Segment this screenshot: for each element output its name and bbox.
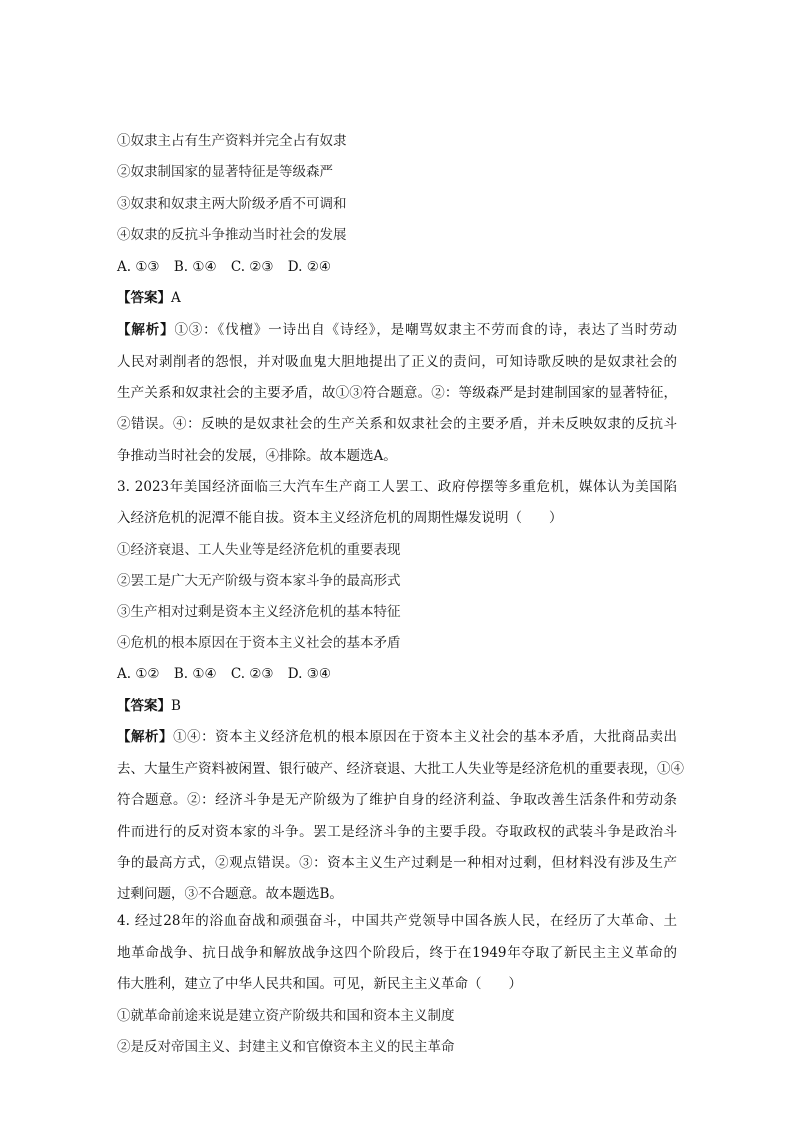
q2-option-2: ②奴隶制国家的显著特征是等级森严: [117, 164, 333, 180]
q2-choice-c: C. ②③: [230, 259, 274, 275]
q4-stem-line-1: 4. 经过28年的浴血奋战和顽强奋斗，中国共产党领导中国各族人民，在经历了大革命、土: [117, 913, 677, 929]
q2-analysis-line-1: [117, 319, 677, 341]
q2-analysis-label: 【解析】: [117, 322, 175, 338]
q3-choice-a: A. ①②: [117, 666, 160, 682]
q2-option-3: ③奴隶和奴隶主两大阶级矛盾不可调和: [117, 196, 347, 212]
q3-choice-d: D. ③④: [287, 666, 331, 682]
q2-analysis-text-1: ①③：《伐檀》一诗出自《诗经》，是嘲骂奴隶主不劳而食的诗，表达了当时劳动: [174, 322, 678, 338]
q3-answer: [117, 695, 181, 717]
q3-analysis-text-1: ①④：资本主义经济危机的根本原因在于资本主义社会的基本矛盾，大批商品卖出: [173, 729, 678, 745]
q3-choices: [117, 663, 341, 685]
q2-choice-d: D. ②④: [287, 259, 331, 275]
q3-analysis-line-4: 件而进行的反对资本家的斗争。罢工是经济斗争的主要手段。夺取政权的武装斗争是政治斗: [117, 824, 677, 840]
q3-choice-b: B. ①④: [173, 666, 217, 682]
q2-analysis-line-3: 生产关系和奴隶社会的主要矛盾，故①③符合题意。②：等级森严是封建制国家的显著特征，: [117, 385, 677, 401]
q3-stem-line-2: 入经济危机的泥潭不能自拔。资本主义经济危机的周期性爆发说明（ ）: [117, 510, 563, 526]
q2-choices: [117, 256, 341, 278]
q3-answer-value: B: [171, 698, 181, 714]
q3-analysis-line-5: 争的最高方式，②观点错误。③：资本主义生产过剩是一种相对过剩，但材料没有涉及生产: [117, 855, 677, 871]
q2-choice-a: A. ①③: [117, 259, 160, 275]
q3-option-3: ③生产相对过剩是资本主义经济危机的基本特征: [117, 604, 401, 620]
q2-analysis-line-4: ②错误。④：反映的是奴隶社会的生产关系和奴隶社会的主要矛盾，并未反映奴隶的反抗斗: [117, 416, 677, 432]
q4-option-1: ①就革命前途来说是建立资产阶级共和国和资本主义制度: [117, 1008, 455, 1024]
q2-answer-value: A: [171, 290, 181, 306]
q3-analysis-line-2: 去、大量生产资料被闲置、银行破产、经济衰退、大批工人失业等是经济危机的重要表现，①④: [117, 761, 684, 777]
q3-choice-c: C. ②③: [230, 666, 274, 682]
q4-stem-line-3: 伟大胜利，建立了中华人民共和国。可见，新民主主义革命（ ）: [117, 976, 522, 992]
q4-stem-line-2: 地革命战争、抗日战争和解放战争这四个阶段后，终于在1949年夺取了新民主主义革命的: [117, 945, 677, 961]
q3-analysis-line-1: [117, 726, 677, 748]
q3-stem-line-1: 3. 2023年美国经济面临三大汽车生产商工人罢工、政府停摆等多重危机，媒体认为美国陷: [117, 479, 677, 495]
q2-analysis-line-5: 争推动当时社会的发展，④排除。故本题选A。: [117, 448, 397, 464]
q2-option-4: ④奴隶的反抗斗争推动当时社会的发展: [117, 227, 347, 243]
q3-option-2: ②罢工是广大无产阶级与资本家斗争的最高形式: [117, 573, 401, 589]
q2-choice-b: B. ①④: [173, 259, 217, 275]
q3-option-1: ①经济衰退、工人失业等是经济危机的重要表现: [117, 542, 401, 558]
q3-analysis-label: 【解析】: [117, 729, 174, 745]
q3-answer-label: 【答案】: [117, 698, 171, 714]
q2-answer: [117, 287, 181, 309]
q2-answer-label: 【答案】: [117, 290, 171, 306]
q3-analysis-line-3: 符合题意。②：经济斗争是无产阶级为了维护自身的经济利益、争取改善生活条件和劳动条: [117, 792, 677, 808]
q4-option-2: ②是反对帝国主义、封建主义和官僚资本主义的民主革命: [117, 1039, 455, 1055]
q3-analysis-line-6: 过剩问题，③不合题意。故本题选B。: [117, 886, 343, 902]
q2-option-1: ①奴隶主占有生产资料并完全占有奴隶: [117, 133, 347, 149]
q3-option-4: ④危机的根本原因在于资本主义社会的基本矛盾: [117, 635, 401, 651]
q2-analysis-line-2: 人民对剥削者的怨恨，并对吸血鬼大胆地提出了正义的责问，可知诗歌反映的是奴隶社会的: [117, 354, 677, 370]
